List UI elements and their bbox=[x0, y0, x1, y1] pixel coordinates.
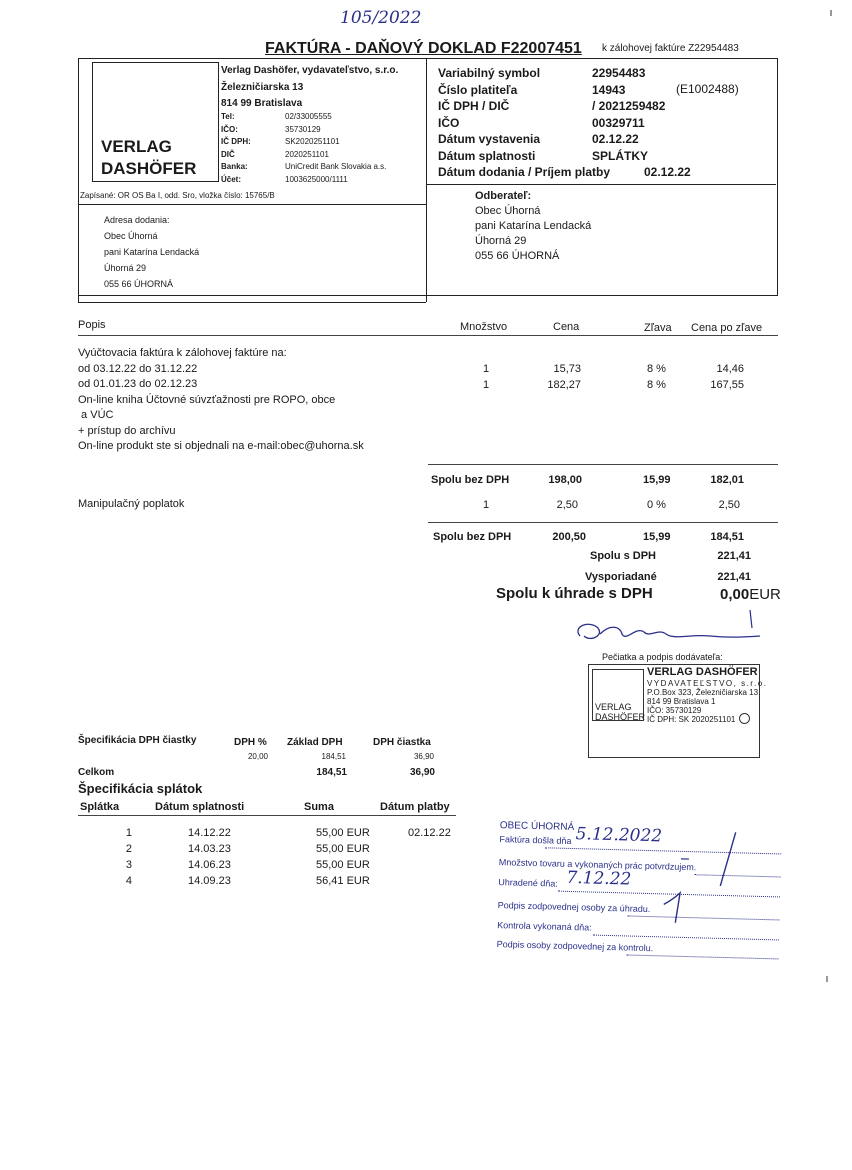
vat-base: 184,51 bbox=[321, 752, 346, 761]
subtotal2-label: Spolu bez DPH bbox=[433, 531, 512, 543]
payer-extra: (E1002488) bbox=[676, 82, 739, 96]
supplier-registration: Zapísané: OR OS Ba I, odd. Sro, vložka číslo: 15765/B bbox=[80, 191, 275, 200]
fee-qty: 1 bbox=[483, 499, 490, 511]
supplier-street: Železničiarska 13 bbox=[221, 82, 304, 93]
subtotal1-price: 198,00 bbox=[548, 474, 582, 486]
fee-discount: 0 % bbox=[647, 499, 666, 511]
vat-total-label: Celkom bbox=[78, 767, 115, 778]
vat-spec-title: Špecifikácia DPH čiastky bbox=[78, 735, 197, 746]
delivery-date-value: 02.12.22 bbox=[644, 165, 691, 179]
vat-col-rate: DPH % bbox=[234, 737, 267, 748]
installments-title: Špecifikácia splátok bbox=[78, 781, 203, 796]
to-pay-label: Spolu k úhrade s DPH bbox=[496, 585, 653, 602]
subtotal1-label: Spolu bez DPH bbox=[431, 474, 510, 486]
vat-rate: 20,00 bbox=[247, 752, 268, 761]
vat-col-amount: DPH čiastka bbox=[373, 737, 431, 748]
supplier-city: 814 99 Bratislava bbox=[221, 98, 303, 109]
items-price: 15,73 182,27 bbox=[547, 363, 581, 391]
registered-mark bbox=[739, 713, 750, 724]
inst-numbers: 1 2 3 4 bbox=[125, 827, 132, 887]
col-zlava: Zľava bbox=[644, 322, 672, 334]
subtotal1-discount: 15,99 bbox=[643, 474, 671, 486]
items-final: 14,46 167,55 bbox=[710, 363, 744, 391]
invoice-info-values: 22954483 14943 / 2021259482 00329711 02.12.22 SPLÁTKY bbox=[592, 66, 666, 163]
supplier-name: Verlag Dashöfer, vydavateľstvo, s.r.o. bbox=[221, 65, 399, 76]
to-pay-value: 0,00EUR bbox=[720, 586, 781, 603]
vat-total-amount: 36,90 bbox=[409, 767, 435, 778]
subtotal2-final: 184,51 bbox=[710, 531, 744, 543]
col-popis: Popis bbox=[78, 319, 106, 331]
inst-col-paid: Dátum platby bbox=[380, 801, 450, 813]
items-qty: 1 1 bbox=[483, 363, 490, 391]
fee-price: 2,50 bbox=[556, 499, 578, 511]
delivery-address: Adresa dodania: Obec Úhorná pani Katarína Lendacká Úhorná 29 055 66 ÚHORNÁ bbox=[104, 215, 200, 289]
customer-address: Odberateľ: Obec Úhorná pani Katarína Lendacká Úhorná 29 055 66 ÚHORNÁ bbox=[475, 190, 592, 262]
subtotal2-discount: 15,99 bbox=[643, 531, 671, 543]
fee-final: 2,50 bbox=[718, 499, 740, 511]
vat-total-base: 184,51 bbox=[316, 767, 347, 778]
supplier-values: 02/33005555 35730129 SK2020251101 2020251101 UniCredit Bank Slovakia a.s. 1003625000/1111 bbox=[285, 112, 387, 184]
inst-col-n: Splátka bbox=[80, 801, 120, 813]
inst-due-dates: 14.12.22 14.03.23 14.06.23 14.09.23 bbox=[188, 827, 231, 887]
fee-desc: Manipulačný poplatok bbox=[78, 498, 185, 510]
inst-col-sum: Suma bbox=[304, 801, 334, 813]
col-cena-po-zlave: Cena po zľave bbox=[691, 322, 763, 334]
supplier-logo: VERLAG DASHÖFER bbox=[92, 62, 219, 182]
invoice-subtitle: k zálohovej faktúre Z22954483 bbox=[602, 43, 739, 54]
supplier-labels: Tel: IČO: IČ DPH: DIČ Banka: Účet: bbox=[221, 112, 251, 184]
invoice-title: FAKTÚRA - DAŇOVÝ DOKLAD F22007451 bbox=[265, 40, 582, 57]
col-mnozstvo: Množstvo bbox=[460, 321, 508, 333]
receipt-stamp: OBEC ÚHORNÁ Faktúra došla dňa 5.12.2022 Množstvo tovaru a vykonaných prác potvrdzujem. Uhradené dňa: 7.12.22 Podpis zodpovednej osoby za úhradu. Kontrola vykonaná dňa: Podpis osoby zodpovednej za kontrolu. bbox=[492, 818, 782, 975]
supplier-signature bbox=[570, 606, 770, 652]
settled-value: 221,41 bbox=[717, 571, 751, 583]
receipt-signature bbox=[643, 822, 776, 935]
subtotal2-price: 200,50 bbox=[552, 531, 586, 543]
handwritten-number: 105/2022 bbox=[340, 8, 422, 28]
stamp-caption: Pečiatka a podpis dodávateľa: bbox=[602, 652, 723, 662]
settled-label: Vysporiadané bbox=[585, 571, 657, 583]
supplier-stamp: VERLAG DASHÖFER VERLAG DASHÖFER VYDAVATEĽSTVO, s.r.o. P.O.Box 323, Železničiarska 13 814 99 Bratislava 1 IČO: 35730129 IČ DPH: SK 2020251101 bbox=[588, 664, 760, 758]
inst-col-due: Dátum splatnosti bbox=[155, 801, 245, 813]
delivery-date-label: Dátum dodania / Príjem platby bbox=[438, 165, 611, 179]
vat-col-base: Základ DPH bbox=[287, 737, 343, 748]
vat-amount: 36,90 bbox=[413, 752, 434, 761]
inst-sums: 55,00 EUR 55,00 EUR 55,00 EUR 56,41 EUR bbox=[316, 827, 370, 887]
subtotal1-final: 182,01 bbox=[710, 474, 744, 486]
total-vat-label: Spolu s DPH bbox=[590, 550, 657, 562]
items-description: Vyúčtovacia faktúra k zálohovej faktúre na: od 03.12.22 do 31.12.22 od 01.01.23 do 02.12.23 On-line kniha Účtovné súvzťažnosti pre ROPO, obce a VÚC + prístup do archívu On-line produkt ste si objednali na e-mail:obec@uhorna.sk bbox=[78, 347, 364, 452]
invoice-info-labels: Variabilný symbol Číslo platiteľa IČ DPH / DIČ IČO Dátum vystavenia Dátum splatnosti bbox=[438, 66, 541, 163]
items-discount: 8 % 8 % bbox=[647, 363, 666, 391]
col-cena: Cena bbox=[553, 321, 580, 333]
total-vat-value: 221,41 bbox=[717, 550, 751, 562]
inst-paid-dates: 02.12.22 bbox=[408, 827, 451, 839]
